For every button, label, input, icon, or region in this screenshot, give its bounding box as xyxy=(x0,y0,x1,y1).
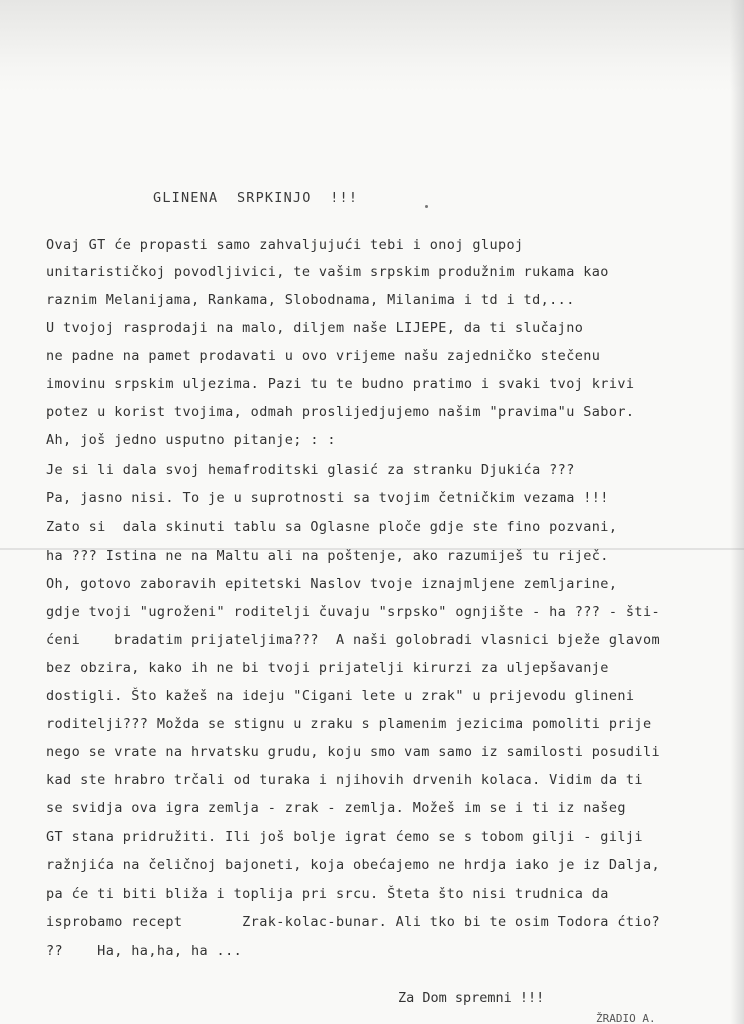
letter-line: raznim Melanijama, Rankama, Slobodnama, Milanima i td i td,... xyxy=(46,292,575,308)
letter-line: Pa, jasno nisi. To je u suprotnosti sa tvojim četničkim vezama !!! xyxy=(46,490,609,506)
letter-line: U tvojoj rasprodaji na malo, diljem naše LIJEPE, da ti slučajno xyxy=(46,320,584,336)
letter-line: gdje tvoji "ugroženi" roditelji čuvaju "srpsko" ognjište - ha ??? - šti- xyxy=(46,604,660,620)
letter-line: ha ??? Istina ne na Maltu ali na poštenje, ako razumiješ tu riječ. xyxy=(46,548,609,564)
letter-title: GLINENA SRPKINJO !!! xyxy=(153,190,359,206)
letter-line: imovinu srpskim uljezima. Pazi tu te budno pratimo i svaki tvoj krivi xyxy=(46,376,635,392)
paper-right-edge xyxy=(730,0,744,1024)
letter-line: kad ste hrabro trčali od turaka i njihovih drvenih kolaca. Vidim da ti xyxy=(46,772,643,788)
letter-line: ne padne na pamet prodavati u ovo vrijeme našu zajedničko stečenu xyxy=(46,348,601,364)
letter-line: potez u korist tvojima, odmah proslijedjujemo našim "pravima"u Sabor. xyxy=(46,404,635,420)
letter-line: nego se vrate na hrvatsku grudu, koju smo vam samo iz samilosti posudili xyxy=(46,744,660,760)
letter-line: pa će ti biti bliža i toplija pri srcu. Šteta što nisi trudnica da xyxy=(46,886,609,902)
letter-line: ražnjića na čeličnoj bajoneti, koja obećajemo ne hrdja iako je iz Dalja, xyxy=(46,857,660,873)
letter-line: se svidja ova igra zemlja - zrak - zemlja. Možeš im se i ti iz našeg xyxy=(46,800,626,816)
letter-line: dostigli. Što kažeš na ideju "Cigani lete u zrak" u prijevodu glineni xyxy=(46,688,635,704)
letter-line: Oh, gotovo zaboravih epitetski Naslov tvoje iznajmljene zemljarine, xyxy=(46,576,618,592)
letter-line: roditelji??? Možda se stignu u zraku s plamenim jezicima pomoliti prije xyxy=(46,716,652,732)
letter-line: bez obzira, kako ih ne bi tvoji prijatelji kirurzi za uljepšavanje xyxy=(46,660,609,676)
letter-line: Ah, još jedno usputno pitanje; : : xyxy=(46,432,336,448)
letter-line: isprobamo recept Zrak-kolac-bunar. Ali tko bi te osim Todora ćtio? xyxy=(46,914,660,930)
letter-signoff: Za Dom spremni !!! xyxy=(398,990,545,1006)
letter-line: GT stana pridružiti. Ili još bolje igrat ćemo se s tobom gilji - gilji xyxy=(46,829,643,845)
letter-line: Je si li dala svoj hemafroditski glasić za stranku Djukića ??? xyxy=(46,462,575,478)
ink-dot xyxy=(425,205,428,208)
letter-line: ?? Ha, ha,ha, ha ... xyxy=(46,943,243,959)
letter-line: Ovaj GT će propasti samo zahvaljujući tebi i onoj glupoj xyxy=(46,237,524,253)
letter-line: ćeni bradatim prijateljima??? A naši golobradi vlasnici bježe glavom xyxy=(46,632,660,648)
paper-top-edge xyxy=(0,0,744,92)
letter-line: unitarističkoj povodljivici, te vašim srpskim produžnim rukama kao xyxy=(46,264,609,280)
bottom-mark: ŽRADIO A. xyxy=(596,1012,656,1024)
letter-line: Zato si dala skinuti tablu sa Oglasne ploče gdje ste fino pozvani, xyxy=(46,519,618,535)
